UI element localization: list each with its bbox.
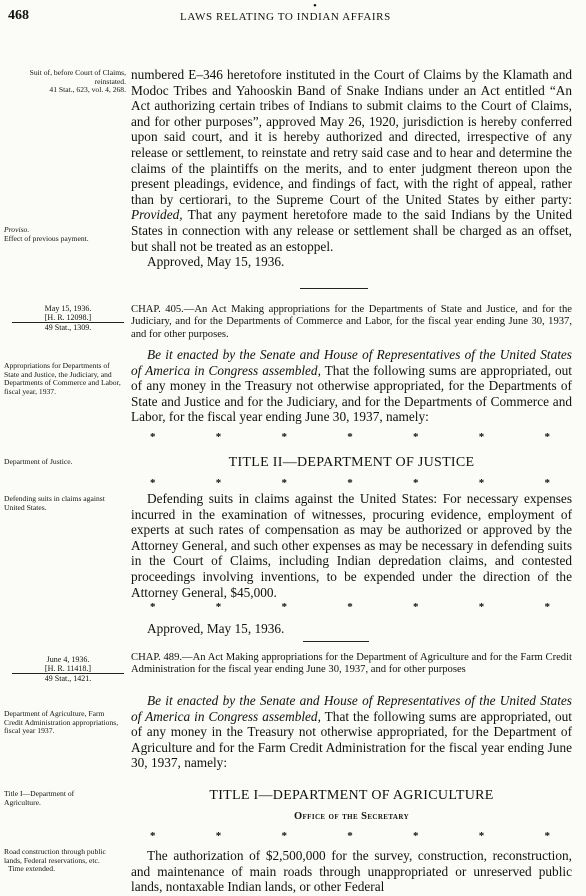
section-defending-suits: Defending suits in claims against the United States: For necessary expenses incurred in the examination of witnesses, procuring evidence, employment of experts at such rates of compensation as may be authorized or approved by the Attorney General, and such other expenses as may be necessary in defending suits in the Court of Claims, including Indian depredation claims, and contested proceedings involving inventions, to be expended under the direction of the Attorney General, $45,000.	[131, 491, 572, 600]
approved-line-2: Approved, May 15, 1936.	[147, 621, 285, 636]
proviso-word: Provided,	[131, 207, 183, 223]
page-number: 468	[8, 8, 29, 23]
margin-note-appropriations-agri: Department of Agriculture, Farm Credit Administration appropriations, fiscal year 1937.	[4, 709, 119, 736]
divider	[300, 288, 368, 289]
enacting-clause-2: Be it enacted by the Senate and House of Representatives of the United States of America in Congress assembled, That the following sums are appropriated, out of any money in the Treasury not otherwise appropriated, for the Department of Agriculture and for the Farm Credit Administration for the fiscal year ending June 30, 1937, namely:	[131, 693, 572, 771]
chap405-reference: May 15, 1936. [H. R. 12098.] 49 Stat., 1309.	[12, 304, 124, 332]
chapter-405-title: CHAP. 405.—An Act Making appropriations for the Departments of State and Justice, and for the Judiciary, and for the Departments of Commerce and Labor, for the fiscal year ending June 30, 1937, and for other purposes.	[131, 304, 572, 340]
margin-note-title1: Title I—Department of Agriculture.	[4, 789, 75, 807]
approved-line-2-wrap	[131, 621, 572, 637]
chap489-reference: June 4, 1936. [H. R. 11418.] 49 Stat., 1421.	[12, 655, 124, 683]
section-road-construction: The authorization of $2,500,000 for the survey, construction, reconstruction, and maintenance of main roads through unappropriated or unreserved public lands, nontaxable Indian lands, or other Federal	[131, 848, 572, 895]
margin-note-dept-justice: Department of Justice.	[4, 457, 73, 466]
margin-note-proviso: Proviso. Effect of previous payment.	[4, 225, 89, 243]
margin-note-suit-ref: 41 Stat., 623, vol. 4, 268.	[49, 85, 126, 95]
ellipsis-stars: * * * * * * *	[150, 477, 550, 489]
office-subheading: Office of the Secretary	[293, 811, 410, 822]
title-i-heading: TITLE I—DEPARTMENT OF AGRICULTURE	[209, 788, 494, 803]
approved-line-1: Approved, May 15, 1936.	[147, 254, 285, 270]
divider	[303, 641, 369, 642]
enacting-clause-1: Be it enacted by the Senate and House of Representatives of the United States of America in Congress assembled, That the following sums are appropriated, out of any money in the Treasury not otherwise appropriated, for the Departments of State and Justice and for the Judiciary, and for the Departments of Commerce and Labor, for the fiscal year ending June 30, 1937, namely:	[131, 347, 572, 425]
ellipsis-stars: * * * * * * *	[150, 830, 550, 842]
ellipsis-stars: * * * * * * *	[150, 601, 550, 613]
page-mark: •	[313, 0, 317, 12]
margin-note-defending: Defending suits in claims against United States.	[4, 494, 105, 512]
margin-note-appropriations-state: Appropriations for Departments of State and Justice, the Judiciary, and Departments of Commerce and Labor, fiscal year, 1937.	[4, 361, 121, 396]
section-klamath-claims: numbered E–346 heretofore instituted in the Court of Claims by the Klamath and Modoc Tribes and Yahooskin Band of Snake Indians under an Act entitled “An Act authorizing certain tribes of Indians to submit claims to the Court of Claims, and for other purposes”, approved May 26, 1920, jurisdiction is hereby conferred upon said court, and it is hereby authorized and directed, irrespective of any release or settlement, to reinstate and retry said case and to hear and determine the claims of the plaintiffs on the merits, and to enter judgment thereon upon the present pleadings, evidence, and findings of fact, with the right of appeal, rather than by certiorari, to the Supreme Court of the United States by either party: Provided, That any payment heretofore made to the said Indians by the United States in connection with any release or settlement shall be charged as an offset, but shall not be treated as an estoppel. Approved, May 15, 1936.	[131, 67, 572, 270]
margin-note-road: Road construction through public lands, Federal reservations, etc. Time extended.	[4, 847, 106, 874]
running-title: LAWS RELATING TO INDIAN AFFAIRS	[180, 11, 391, 23]
title-ii-heading: TITLE II—DEPARTMENT OF JUSTICE	[228, 455, 475, 470]
chapter-489-title: CHAP. 489.—An Act Making appropriations for the Department of Agriculture and for the Farm Credit Administration for the fiscal year ending June 30, 1937, and for other purposes	[131, 652, 572, 676]
margin-note-suit: Suit of, before Court of Claims, reinstated. 41 Stat., 623, vol. 4, 268.	[6, 69, 126, 95]
ellipsis-stars: * * * * * * *	[150, 431, 550, 443]
